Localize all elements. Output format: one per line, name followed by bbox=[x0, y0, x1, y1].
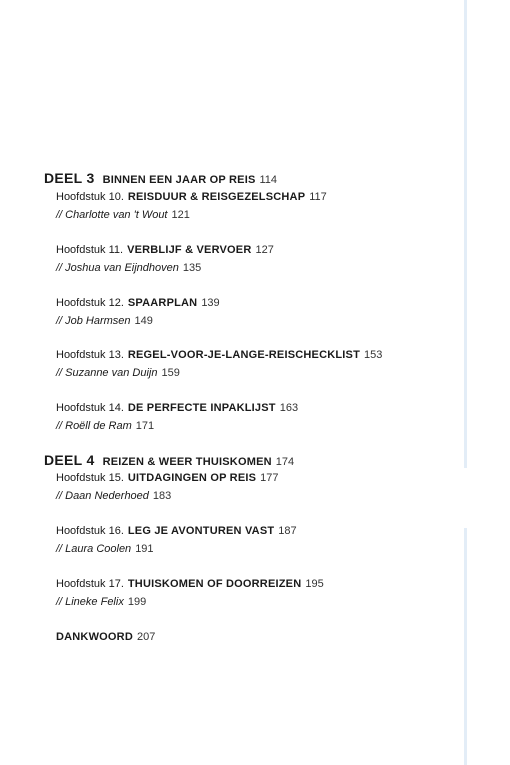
author-slashes: // bbox=[56, 543, 63, 555]
author-name: Charlotte van 't Wout bbox=[65, 209, 168, 221]
chapter-prefix: Hoofdstuk 10. bbox=[56, 191, 124, 203]
chapter-title: LEG JE AVONTUREN VAST bbox=[127, 525, 275, 537]
chapter-14-entry[interactable] bbox=[56, 401, 298, 415]
chapter-prefix: Hoofdstuk 13. bbox=[56, 349, 124, 361]
part-heading-4[interactable] bbox=[44, 453, 294, 469]
page-number: 171 bbox=[135, 420, 155, 432]
part-title: BINNEN EEN JAAR OP REIS bbox=[102, 174, 256, 186]
chapter-13-entry[interactable] bbox=[56, 348, 382, 362]
chapter-title: THUISKOMEN OF DOORREIZEN bbox=[127, 578, 302, 590]
author-name: Lineke Felix bbox=[65, 596, 124, 608]
page-number: 191 bbox=[135, 543, 154, 555]
author-slashes: // bbox=[56, 596, 63, 608]
chapter-prefix: Hoofdstuk 14. bbox=[56, 402, 124, 414]
chapter-17-entry[interactable] bbox=[56, 577, 324, 591]
chapter-title: REGEL-VOOR-JE-LANGE-REISCHECKLIST bbox=[127, 349, 360, 361]
page-number: 199 bbox=[127, 596, 147, 608]
chapter-title: DE PERFECTE INPAKLIJST bbox=[127, 402, 276, 414]
page-number: 207 bbox=[136, 631, 156, 643]
chapter-16-entry[interactable] bbox=[56, 524, 297, 538]
chapter-prefix: Hoofdstuk 12. bbox=[56, 297, 124, 309]
page-number: 114 bbox=[259, 174, 278, 186]
page-number: 127 bbox=[255, 244, 274, 256]
page-number: 187 bbox=[278, 525, 297, 537]
acknowledgements-entry[interactable] bbox=[56, 630, 155, 644]
chapter-prefix: Hoofdstuk 17. bbox=[56, 578, 124, 590]
part-heading-3[interactable] bbox=[44, 171, 277, 187]
author-slashes: // bbox=[56, 420, 63, 432]
chapter-12-author[interactable] bbox=[56, 314, 153, 328]
chapter-title: REISDUUR & REISGEZELSCHAP bbox=[127, 191, 306, 203]
author-name: Laura Coolen bbox=[65, 543, 132, 555]
author-slashes: // bbox=[56, 262, 63, 274]
page-number: 195 bbox=[305, 578, 324, 590]
chapter-10-author[interactable] bbox=[56, 208, 190, 222]
page-number: 139 bbox=[201, 297, 220, 309]
chapter-13-author[interactable] bbox=[56, 366, 180, 380]
part-label: DEEL 3 bbox=[44, 170, 95, 186]
chapter-16-author[interactable] bbox=[56, 542, 154, 556]
chapter-15-entry[interactable] bbox=[56, 471, 279, 485]
page-number: 121 bbox=[171, 209, 190, 221]
chapter-15-author[interactable] bbox=[56, 489, 171, 503]
author-name: Daan Nederhoed bbox=[65, 490, 149, 502]
chapter-12-entry[interactable] bbox=[56, 296, 220, 310]
author-name: Roëll de Ram bbox=[65, 420, 132, 432]
page-number: 183 bbox=[152, 490, 172, 502]
chapter-title: VERBLIJF & VERVOER bbox=[127, 244, 252, 256]
chapter-prefix: Hoofdstuk 15. bbox=[56, 472, 124, 484]
chapter-prefix: Hoofdstuk 16. bbox=[56, 525, 124, 537]
chapter-10-entry[interactable] bbox=[56, 190, 327, 204]
chapter-14-author[interactable] bbox=[56, 419, 154, 433]
page-number: 159 bbox=[161, 367, 180, 379]
page-number: 153 bbox=[364, 349, 383, 361]
page-number: 163 bbox=[279, 402, 299, 414]
author-name: Job Harmsen bbox=[65, 315, 131, 327]
chapter-title: SPAARPLAN bbox=[127, 297, 198, 309]
author-slashes: // bbox=[56, 367, 63, 379]
author-name: Suzanne van Duijn bbox=[65, 367, 158, 379]
page-number: 149 bbox=[134, 315, 153, 327]
page-number: 117 bbox=[309, 191, 327, 203]
page-edge-line-top bbox=[464, 0, 467, 468]
part-title: REIZEN & WEER THUISKOMEN bbox=[102, 456, 272, 468]
chapter-11-author[interactable] bbox=[56, 261, 201, 275]
chapter-17-author[interactable] bbox=[56, 595, 146, 609]
author-slashes: // bbox=[56, 209, 63, 221]
chapter-prefix: Hoofdstuk 11. bbox=[56, 244, 124, 256]
page-number: 177 bbox=[260, 472, 279, 484]
page-edge-line-bottom bbox=[464, 528, 467, 765]
chapter-11-entry[interactable] bbox=[56, 243, 274, 257]
author-name: Joshua van Eijndhoven bbox=[65, 262, 179, 274]
acknowledgements-title: DANKWOORD bbox=[56, 631, 133, 643]
author-slashes: // bbox=[56, 490, 63, 502]
author-slashes: // bbox=[56, 315, 63, 327]
page-number: 135 bbox=[182, 262, 202, 274]
part-label: DEEL 4 bbox=[44, 452, 95, 468]
chapter-title: UITDAGINGEN OP REIS bbox=[127, 472, 257, 484]
page-number: 174 bbox=[275, 456, 295, 468]
